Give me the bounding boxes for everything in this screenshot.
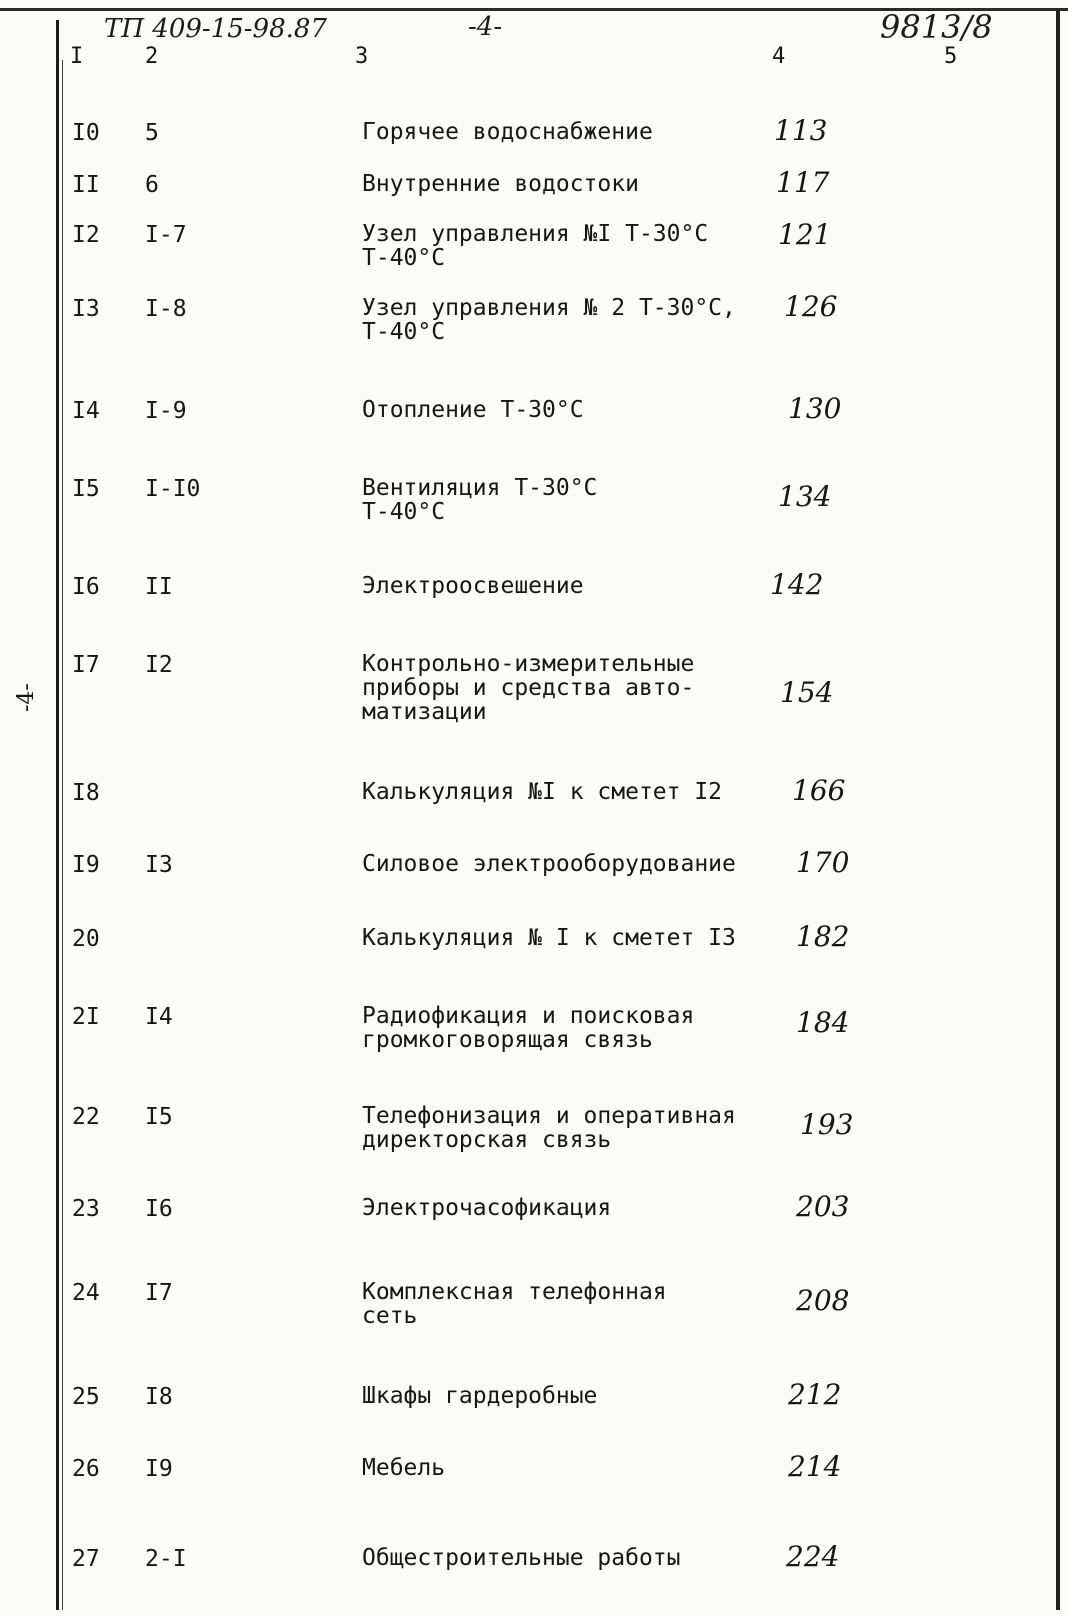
page-number: 134 bbox=[778, 480, 832, 513]
page-number: 182 bbox=[796, 920, 850, 953]
left-border bbox=[56, 20, 59, 1610]
sheet-number: I8 bbox=[145, 1384, 173, 1410]
page-number: 121 bbox=[778, 218, 832, 251]
sheet-number: I3 bbox=[145, 852, 173, 878]
section-title: Внутренние водостоки bbox=[362, 171, 639, 197]
column-header-3: 3 bbox=[355, 44, 369, 69]
row-number: II bbox=[72, 172, 100, 198]
page-number: 214 bbox=[788, 1450, 842, 1483]
row-number: I0 bbox=[72, 120, 100, 146]
page-number: 208 bbox=[796, 1284, 850, 1317]
column-header-2: 2 bbox=[145, 44, 159, 69]
section-title: Узел управления № 2 Т-30°С, Т-40°С bbox=[362, 295, 736, 345]
sheet-number: I5 bbox=[145, 1104, 173, 1130]
column-header-4: 4 bbox=[772, 44, 786, 69]
column-header-1: I bbox=[70, 44, 84, 69]
page-number: 166 bbox=[792, 774, 846, 807]
section-title: Калькуляция № I к сметет I3 bbox=[362, 925, 736, 951]
sheet-number: I9 bbox=[145, 1456, 173, 1482]
section-title: Горячее водоснабжение bbox=[362, 119, 653, 145]
row-number: I3 bbox=[72, 296, 100, 322]
page-number: 212 bbox=[788, 1378, 842, 1411]
archive-number: 9813/8 bbox=[880, 8, 993, 46]
sheet-number: I4 bbox=[145, 1004, 173, 1030]
section-title: Комплексная телефонная сеть bbox=[362, 1279, 667, 1329]
section-title: Контрольно-измерительные приборы и средства авто- матизации bbox=[362, 651, 695, 725]
page-number: 142 bbox=[770, 568, 824, 601]
section-title: Мебель bbox=[362, 1455, 446, 1481]
page-number: 224 bbox=[786, 1540, 840, 1573]
section-title: Шкафы гардеробные bbox=[362, 1383, 598, 1409]
page-mark: -4- bbox=[468, 12, 503, 42]
sheet-number: I2 bbox=[145, 652, 173, 678]
row-number: I9 bbox=[72, 852, 100, 878]
doc-code: ТП 409-15-98.87 bbox=[104, 14, 327, 44]
sheet-number: 2-I bbox=[145, 1546, 187, 1572]
section-title: Электрочасофикация bbox=[362, 1195, 612, 1221]
page-number: 130 bbox=[788, 392, 842, 425]
page-number: 117 bbox=[776, 166, 830, 199]
section-title: Радиофикация и поисковая громкоговорящая связь bbox=[362, 1003, 695, 1053]
row-number: I2 bbox=[72, 222, 100, 248]
section-title: Общестроительные работы bbox=[362, 1545, 681, 1571]
page-number: 203 bbox=[796, 1190, 850, 1223]
sheet-number: I-7 bbox=[145, 222, 187, 248]
sheet-number: I6 bbox=[145, 1196, 173, 1222]
section-title: Силовое электрооборудование bbox=[362, 851, 736, 877]
left-inner-border bbox=[62, 60, 63, 1610]
row-number: 22 bbox=[72, 1104, 100, 1130]
sheet-number: I-8 bbox=[145, 296, 187, 322]
page-number: 154 bbox=[780, 676, 834, 709]
row-number: 26 bbox=[72, 1456, 100, 1482]
row-number: 2I bbox=[72, 1004, 100, 1030]
sheet-number: II bbox=[145, 574, 173, 600]
row-number: I6 bbox=[72, 574, 100, 600]
column-header-5: 5 bbox=[944, 44, 958, 69]
row-number: 27 bbox=[72, 1546, 100, 1572]
row-number: I5 bbox=[72, 476, 100, 502]
section-title: Отопление Т-30°С bbox=[362, 397, 584, 423]
page-number: 193 bbox=[800, 1108, 854, 1141]
page-number: 170 bbox=[796, 846, 850, 879]
row-number: I8 bbox=[72, 780, 100, 806]
right-border bbox=[1056, 10, 1060, 1610]
row-number: 25 bbox=[72, 1384, 100, 1410]
row-number: 23 bbox=[72, 1196, 100, 1222]
page-number: 113 bbox=[774, 114, 828, 147]
section-title: Узел управления №I Т-30°С Т-40°С bbox=[362, 221, 709, 271]
section-title: Телефонизация и оперативная директорская связь bbox=[362, 1103, 736, 1153]
row-number: 20 bbox=[72, 926, 100, 952]
section-title: Электроосвешение bbox=[362, 573, 584, 599]
row-number: I7 bbox=[72, 652, 100, 678]
sheet-number: I-9 bbox=[145, 398, 187, 424]
row-number: I4 bbox=[72, 398, 100, 424]
sheet-number: I-I0 bbox=[145, 476, 201, 502]
page-number: 126 bbox=[784, 290, 838, 323]
sheet-number: 5 bbox=[145, 120, 159, 146]
page-number: 184 bbox=[796, 1006, 850, 1039]
sheet-number: 6 bbox=[145, 172, 159, 198]
row-number: 24 bbox=[72, 1280, 100, 1306]
section-title: Вентиляция Т-30°С Т-40°С bbox=[362, 475, 598, 525]
section-title: Калькуляция №I к сметет I2 bbox=[362, 779, 723, 805]
sheet-number: I7 bbox=[145, 1280, 173, 1306]
margin-note: -4- bbox=[14, 683, 39, 712]
